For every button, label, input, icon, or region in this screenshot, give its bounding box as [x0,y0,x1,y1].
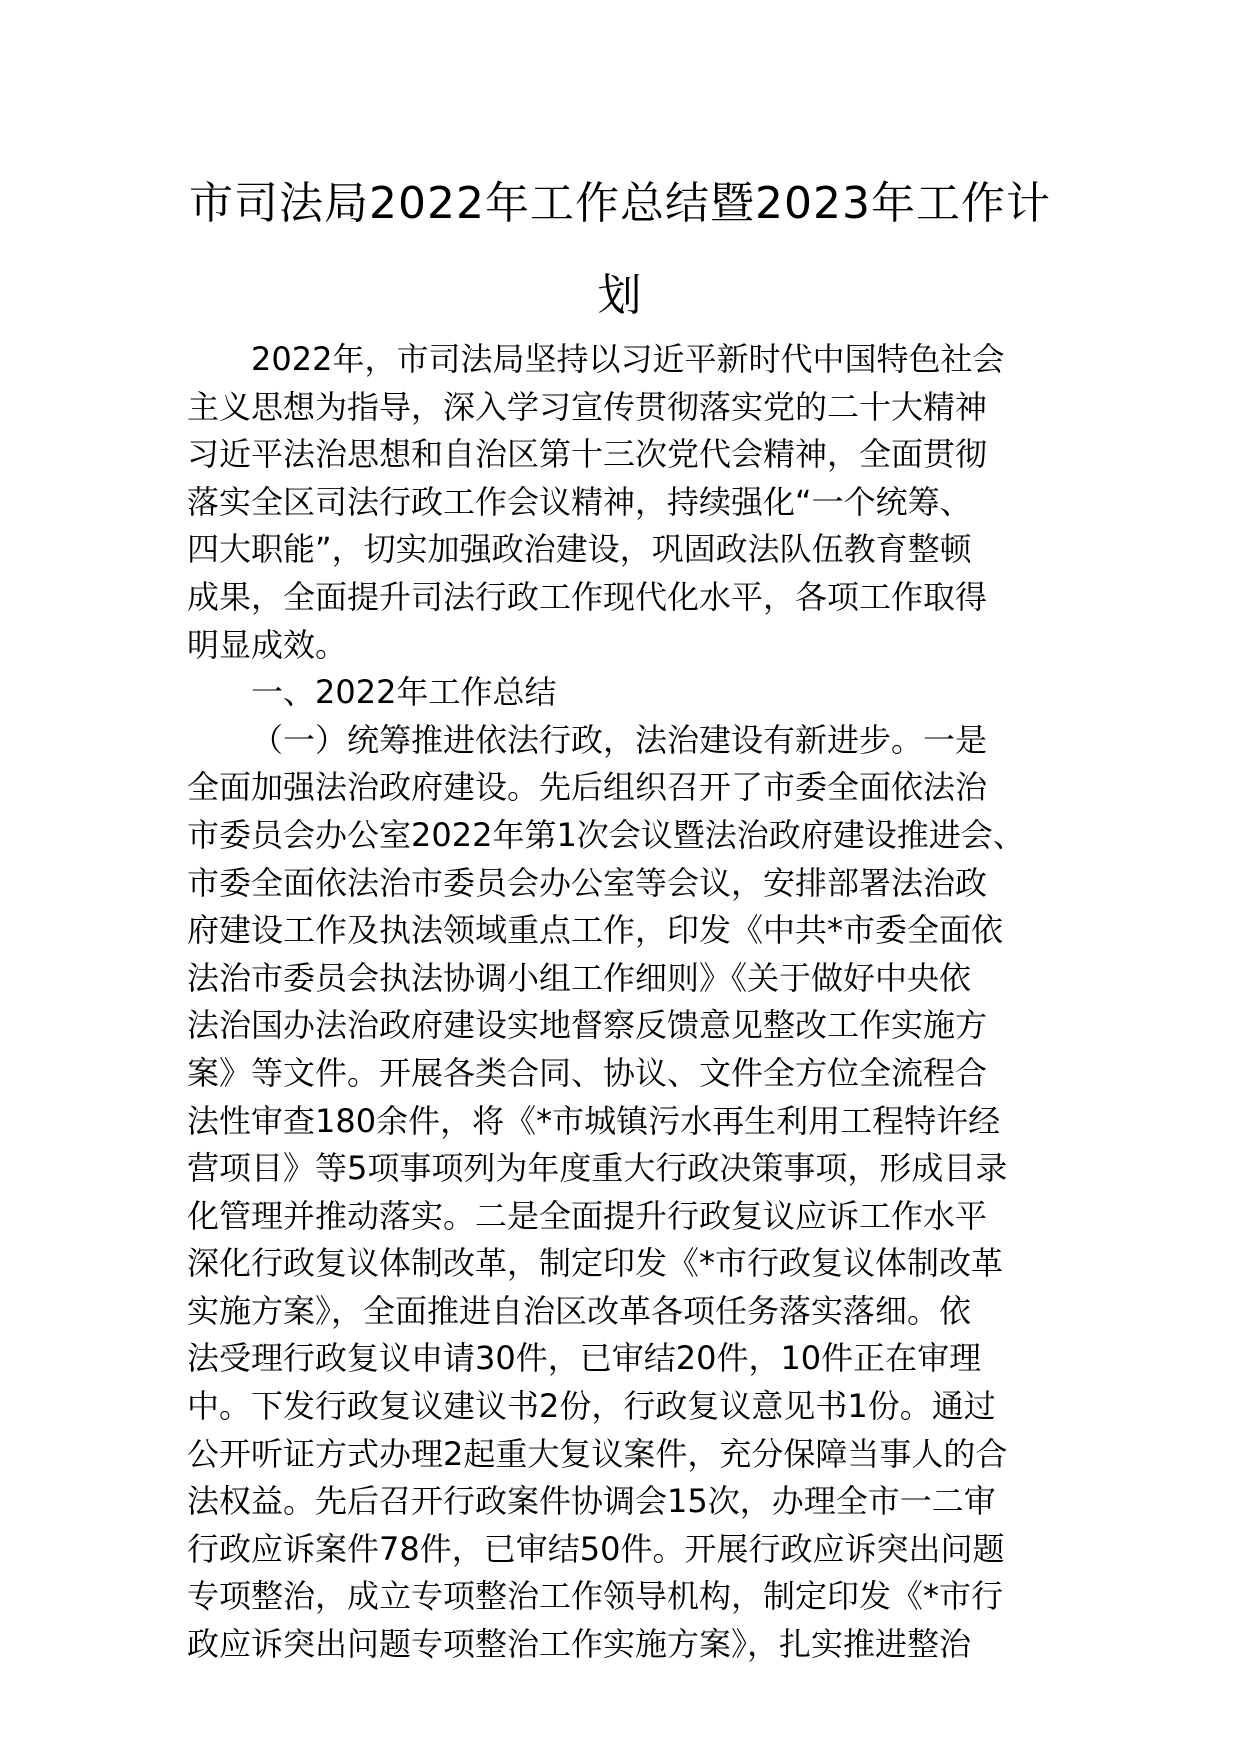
document-body [187,336,1055,1669]
title-line-1: 市司法局2022年工作总结暨2023年工作计 [189,178,1051,229]
title-line-2: 划 [597,270,643,321]
text-line: 化管理并推动落实。二是全面提升行政复议应诉工作水平 [187,1196,988,1235]
text-line: 全面加强法治政府建设。先后组织召开了市委全面依法治 [187,768,988,807]
text-line: 落实全区司法行政工作会议精神，持续强化“一个统筹、 [187,482,972,521]
text-line: 习近平法治思想和自治区第十三次党代会精神，全面贯彻 [187,435,988,474]
text-line: 市委员会办公室2022年第1次会议暨法治政府建设推进会、 [187,815,1025,854]
text-line: 法受理行政复议申请30件，已审结20件，10件正在审理 [187,1339,982,1378]
text-line: 营项目》等5项事项列为年度重大行政决策事项，形成目录 [187,1149,1008,1188]
text-line: 府建设工作及执法领域重点工作，印发《中共*市委全面依 [187,911,1004,950]
text-line: 案》等文件。开展各类合同、协议、文件全方位全流程合 [187,1053,988,1092]
text-line: 公开听证方式办理2起重大复议案件，充分保障当事人的合 [187,1434,1008,1473]
text-line: 明显成效。 [187,625,348,664]
text-line: 2022年，市司法局坚持以习近平新时代中国特色社会 [251,340,1005,378]
text-line: 实施方案》，全面推进自治区改革各项任务落实落细。依 [187,1291,972,1330]
text-line: 行政应诉案件78件，已审结50件。开展行政应诉突出问题 [187,1529,1005,1568]
text-line: 市委全面依法治市委员会办公室等会议，安排部署法治政 [187,863,988,902]
section1-paragraph [187,717,1055,1669]
text-line: 法性审查180余件，将《*市城镇污水再生利用工程特许经 [187,1101,1001,1140]
text-line: 中。下发行政复议建议书2份，行政复议意见书1份。通过 [187,1387,996,1426]
section-heading-text: 一、2022年工作总结 [251,673,557,712]
text-line: 四大职能”，切实加强政治建设，巩固政法队伍教育整顿 [187,530,972,569]
text-line: 政应诉突出问题专项整治工作实施方案》，扎实推进整治 [187,1625,972,1664]
intro-paragraph [187,336,1055,669]
text-line: 主义思想为指导，深入学习宣传贯彻落实党的二十大精神 [187,387,988,426]
text-line: 成果，全面提升司法行政工作现代化水平，各项工作取得 [187,577,988,616]
text-line: （一）统筹推进依法行政，法治建设有新进步。一是 [251,720,988,759]
text-line: 专项整治，成立专项整治工作领导机构，制定印发《*市行 [187,1577,1004,1616]
text-line: 法权益。先后召开行政案件协调会15次，办理全市一二审 [187,1482,996,1521]
text-line: 法治市委员会执法协调小组工作细则》《关于做好中央依 [187,958,972,997]
section-heading [187,669,1055,717]
document-title [150,158,1090,342]
text-line: 法治国办法治政府建设实地督察反馈意见整改工作实施方 [187,1006,988,1045]
text-line: 深化行政复议体制改革，制定印发《*市行政复议体制改革 [187,1244,1004,1283]
